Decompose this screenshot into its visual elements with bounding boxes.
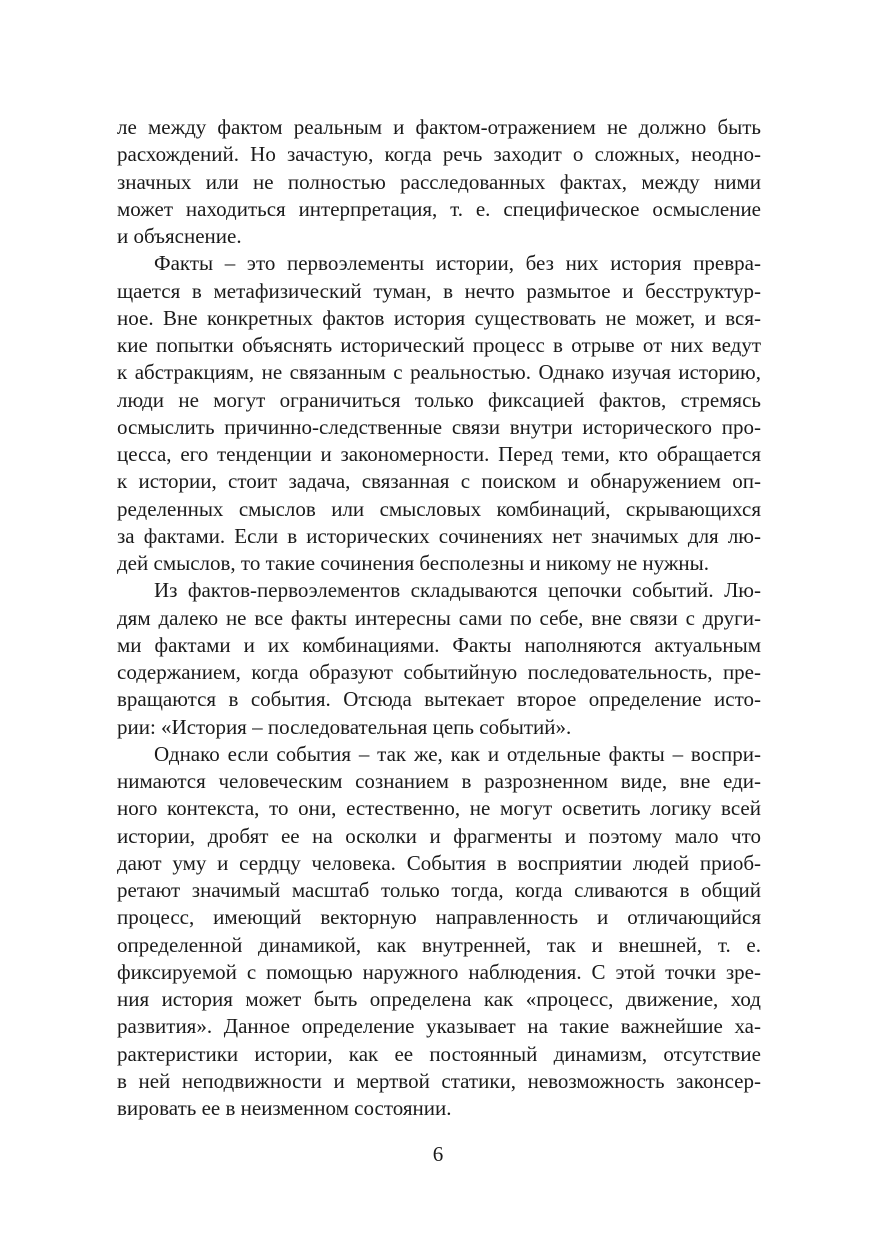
text-line: за фактами. Если в исторических сочинениях нет значимых для лю- <box>117 523 761 548</box>
text-line: Факты – это первоэлементы истории, без них история превра- <box>154 251 761 276</box>
text-line: ми фактами и их комбинациями. Факты наполняются актуальным <box>117 632 761 657</box>
paragraph <box>117 577 761 741</box>
text-line: расхождений. Но зачастую, когда речь заходит о сложных, неодно- <box>117 142 761 167</box>
text-line: кие попытки объяснять исторический процесс в отрыве от них ведут <box>117 333 761 357</box>
text-line: фиксируемой с помощью наружного наблюдения. С этой точки зре- <box>117 959 761 984</box>
page-body <box>117 114 761 1122</box>
paragraph <box>117 741 761 1123</box>
text-line: дают уму и сердцу человека. События в восприятии людей приоб- <box>117 850 761 875</box>
text-line: вировать ее в неизменном состоянии. <box>117 1096 452 1120</box>
text-line: процесс, имеющий векторную направленность и отличающийся <box>117 905 761 930</box>
text-line: и объяснение. <box>117 224 242 248</box>
paragraph <box>117 250 761 577</box>
text-line: осмыслить причинно-следственные связи внутри исторического про- <box>117 414 761 439</box>
text-line: определенной динамикой, как внутренней, так и внешней, т. е. <box>117 932 761 957</box>
text-line: ния история может быть определена как «процесс, движение, ход <box>117 987 761 1011</box>
text-line: ределенных смыслов или смысловых комбинаций, скрывающихся <box>117 496 761 521</box>
text-line: ного контекста, то они, естественно, не могут осветить логику всей <box>117 796 761 821</box>
text-line: истории, дробят ее на осколки и фрагменты и поэтому мало что <box>117 823 761 848</box>
text-line: дей смыслов, то такие сочинения бесполезны и никому не нужны. <box>117 551 709 575</box>
text-line: значных или не полностью расследованных фактах, между ними <box>117 169 761 194</box>
text-line: вращаются в события. Отсюда вытекает второе определение исто- <box>117 687 761 712</box>
text-line: люди не могут ограничиться только фиксацией фактов, стремясь <box>117 387 761 412</box>
text-line: содержанием, когда образуют событийную последовательность, пре- <box>117 660 761 684</box>
text-line: дям далеко не все факты интересны сами по себе, вне связи с други- <box>117 605 761 630</box>
text-line: в ней неподвижности и мертвой статики, невозможность законсер- <box>117 1068 761 1093</box>
text-line: цесса, его тенденции и закономерности. Перед теми, кто обращается <box>117 442 761 466</box>
text-line: Из фактов-первоэлементов складываются цепочки событий. Лю- <box>154 578 761 603</box>
text-line: ное. Вне конкретных фактов история существовать не может, и вся- <box>117 305 761 330</box>
text-line: к истории, стоит задача, связанная с поиском и обнаружением оп- <box>117 469 761 494</box>
text-line: Однако если события – так же, как и отдельные факты – воспри- <box>154 741 761 766</box>
text-line: развития». Данное определение указывает на такие важнейшие ха- <box>117 1014 761 1039</box>
paragraph <box>117 114 761 250</box>
text-line: нимаются человеческим сознанием в разрозненном виде, вне еди- <box>117 769 761 793</box>
text-line: к абстракциям, не связанным с реальностью. Однако изучая историю, <box>117 360 761 385</box>
text-line: может находиться интерпретация, т. е. специфическое осмысление <box>117 196 761 221</box>
page-number: 6 <box>432 1142 444 1166</box>
text-line: рии: «История – последовательная цепь событий». <box>117 714 572 739</box>
text-line: ле между фактом реальным и фактом-отражением не должно быть <box>117 115 761 139</box>
text-line: щается в метафизический туман, в нечто размытое и бесструктур- <box>117 278 761 303</box>
text-line: ретают значимый масштаб только тогда, когда сливаются в общий <box>117 878 761 902</box>
text-line: рактеристики истории, как ее постоянный динамизм, отсутствие <box>117 1041 761 1066</box>
